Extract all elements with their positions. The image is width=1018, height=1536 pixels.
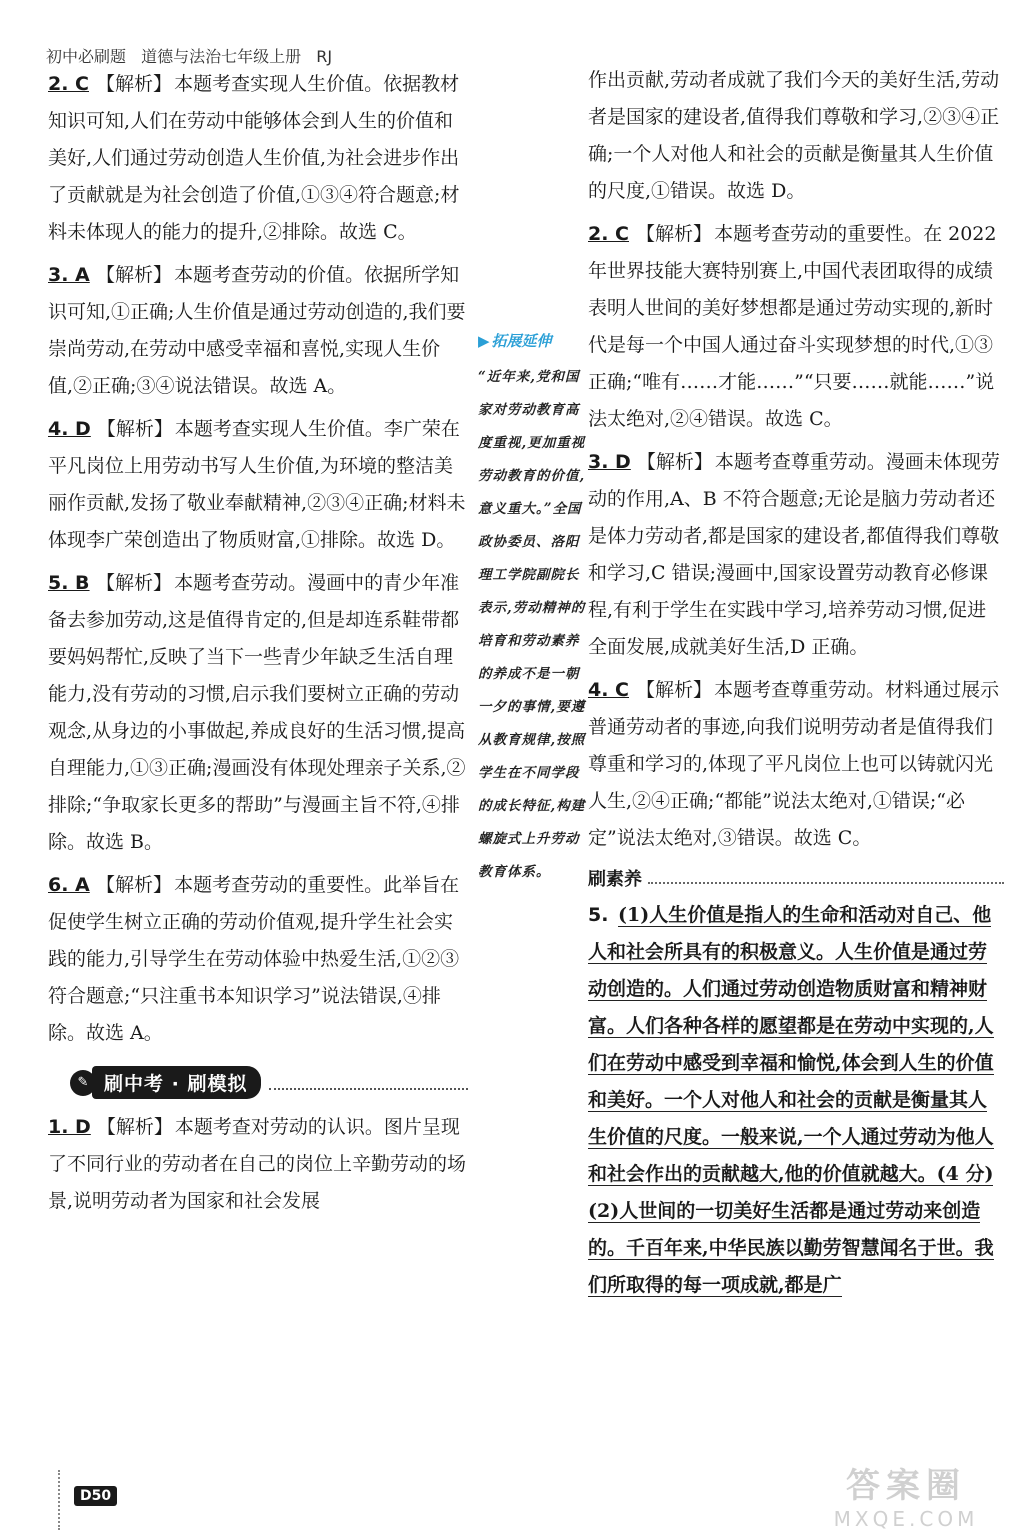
left-column — [48, 66, 468, 1226]
answer-item — [48, 257, 468, 405]
item-number: 4. D — [48, 418, 91, 440]
item-text: 本题考查劳动的价值。依据所学知识可知,①正确;人生价值是通过劳动创造的,我们要崇尚劳动,在劳动中感受幸福和喜悦,实现人生价值,②正确;③④说法错误。故选 A。 — [48, 264, 466, 397]
answer-item — [588, 672, 1004, 857]
item-text: 本题考查对劳动的认识。图片呈现了不同行业的劳动者在自己的岗位上辛勤劳动的场景,说明劳动者为国家和社会发展 — [48, 1116, 467, 1212]
extension-title-text: 拓展延伸 — [491, 332, 552, 350]
analysis-tag: 【解析】 — [96, 874, 173, 896]
answer-part-2: (2)人世间的一切美好生活都是通过劳动来创造的。千百年来,中华民族以勤劳智慧闻名于世。我们所取得的每一项成就,都是广 — [588, 1200, 994, 1296]
item-number: 3. A — [48, 264, 90, 286]
page-number: D50 — [74, 1486, 117, 1506]
section-heading — [70, 1066, 468, 1099]
item-number: 2. C — [48, 73, 89, 95]
item-number: 6. A — [48, 874, 90, 896]
item-number: 3. D — [588, 451, 631, 473]
play-arrow-icon: ▶ — [478, 332, 490, 350]
extension-title — [478, 330, 586, 351]
answer-item — [48, 411, 468, 559]
section-title: 刷中考 · 刷模拟 — [92, 1066, 261, 1099]
answer-item — [588, 216, 1004, 438]
answer-part-1: (1)人生价值是指人的生命和活动对自己、他人和社会所具有的积极意义。人生价值是通过劳动创造的。人们通过劳动创造物质财富和精神财富。人们各种各样的愿望都是在劳动中实现的,人们在劳动中感受到幸福和愉悦,体会到人生的价值和美好。一个人对他人和社会的贡献是衡量其人生价值的尺度。一般来说,一个人通过劳动为他人和社会作出的贡献越大,他的价值就越大。(4 分) — [588, 904, 994, 1185]
item-number: 5. — [588, 904, 609, 926]
item-number: 4. C — [588, 679, 629, 701]
analysis-tag: 【解析】 — [96, 264, 173, 286]
item-text: 本题考查实现人生价值。依据教材知识可知,人们在劳动中能够体会到人生的价值和美好,人们通过劳动创造人生价值,为社会进步作出了贡献就是为社会创造了价值,①③④符合题意;材料未体现人的能力的提升,②排除。故选 C。 — [48, 73, 460, 243]
item-text: 本题考查劳动的重要性。在 2022 年世界技能大赛特别赛上,中国代表团取得的成绩表明人世间的美好梦想都是通过劳动实现的,新时代是每一个中国人通过奋斗实现梦想的时代,①③正确;“唯有……才能……”“只要……就能……”说法太绝对,②④错误。故选 C。 — [588, 223, 997, 430]
watermark-bottom: MXQE.COM — [833, 1507, 979, 1531]
subject-name: 道德与法治七年级上册 — [141, 47, 302, 66]
item-number: 5. B — [48, 572, 90, 594]
analysis-tag: 【解析】 — [636, 679, 713, 701]
answer-item — [48, 1109, 468, 1220]
answer-item — [48, 565, 468, 861]
analysis-tag: 【解析】 — [96, 418, 173, 440]
item-text: 本题考查尊重劳动。漫画未体现劳动的作用,A、B 不符合题意;无论是脑力劳动者还是体力劳动者,都是国家的建设者,都值得我们尊敬和学习,C 错误;漫画中,国家设置劳动教育必修课程,有利于学生在实践中学习,培养劳动习惯,促进全面发展,成就美好生活,D 正确。 — [588, 451, 1000, 658]
subsection-heading — [588, 865, 1004, 891]
analysis-tag: 【解析】 — [636, 451, 713, 473]
pencil-icon: ✎ — [70, 1070, 96, 1096]
subsection-title: 刷素养 — [588, 869, 642, 890]
answer-item — [588, 444, 1004, 666]
analysis-tag: 【解析】 — [96, 572, 173, 594]
analysis-tag: 【解析】 — [636, 223, 713, 245]
item-number: 1. D — [48, 1116, 91, 1138]
item-text: 本题考查实现人生价值。李广荣在平凡岗位上用劳动书写人生价值,为环境的整洁美丽作贡献,发扬了敬业奉献精神,②③④正确;材料未体现李广荣创造出了物质财富,①排除。故选 D。 — [48, 418, 466, 551]
watermark-logo — [806, 1458, 1006, 1531]
page-header — [46, 44, 342, 67]
edition-label: RJ — [316, 47, 333, 66]
long-answer — [588, 897, 1004, 1304]
analysis-tag: 【解析】 — [96, 1116, 173, 1138]
item-text: 本题考查劳动的重要性。此举旨在促使学生树立正确的劳动价值观,提升学生社会实践的能力,引导学生在劳动体验中热爱生活,①②③符合题意;“只注重书本知识学习”说法错误,④排除。故选 A。 — [48, 874, 460, 1044]
item-text: 本题考查劳动。漫画中的青少年准备去参加劳动,这是值得肯定的,但是却连系鞋带都要妈妈帮忙,反映了当下一些青少年缺乏生活自理能力,没有劳动的习惯,启示我们要树立正确的劳动观念,从身边的小事做起,养成良好的生活习惯,提高自理能力,①③正确;漫画没有体现处理亲子关系,②排除;“争取家长更多的帮助”与漫画主旨不符,④排除。故选 B。 — [48, 572, 466, 853]
analysis-tag: 【解析】 — [96, 73, 173, 95]
item-text: 本题考查尊重劳动。材料通过展示普通劳动者的事迹,向我们说明劳动者是值得我们尊重和学习的,体现了平凡岗位上也可以铸就闪光人生,②④正确;“都能”说法太绝对,①错误;“必定”说法太绝对,③错误。故选 C。 — [588, 679, 1000, 849]
answer-item — [48, 66, 468, 251]
answer-item — [48, 867, 468, 1052]
item-number: 2. C — [588, 223, 629, 245]
series-name: 初中必刷题 — [46, 47, 127, 66]
extension-sidebar — [478, 330, 586, 889]
corner-decoration — [58, 1470, 70, 1530]
dotted-divider — [269, 1076, 468, 1090]
dotted-divider — [648, 872, 1004, 884]
extension-text: “近年来,党和国家对劳动教育高度重视,更加重视劳动教育的价值,意义重大。”全国政协委员、洛阳理工学院副院长表示,劳动精神的培育和劳动素养的养成不是一朝一夕的事情,要遵从教育规律,按照学生在不同学段的成长特征,构建螺旋式上升劳动教育体系。 — [478, 369, 586, 880]
watermark-top: 答案圈 — [846, 1466, 966, 1506]
continued-text: 作出贡献,劳动者成就了我们今天的美好生活,劳动者是国家的建设者,值得我们尊敬和学习,②③④正确;一个人对他人和社会的贡献是衡量其人生价值的尺度,①错误。故选 D。 — [588, 69, 1000, 202]
right-column — [588, 62, 1004, 1304]
